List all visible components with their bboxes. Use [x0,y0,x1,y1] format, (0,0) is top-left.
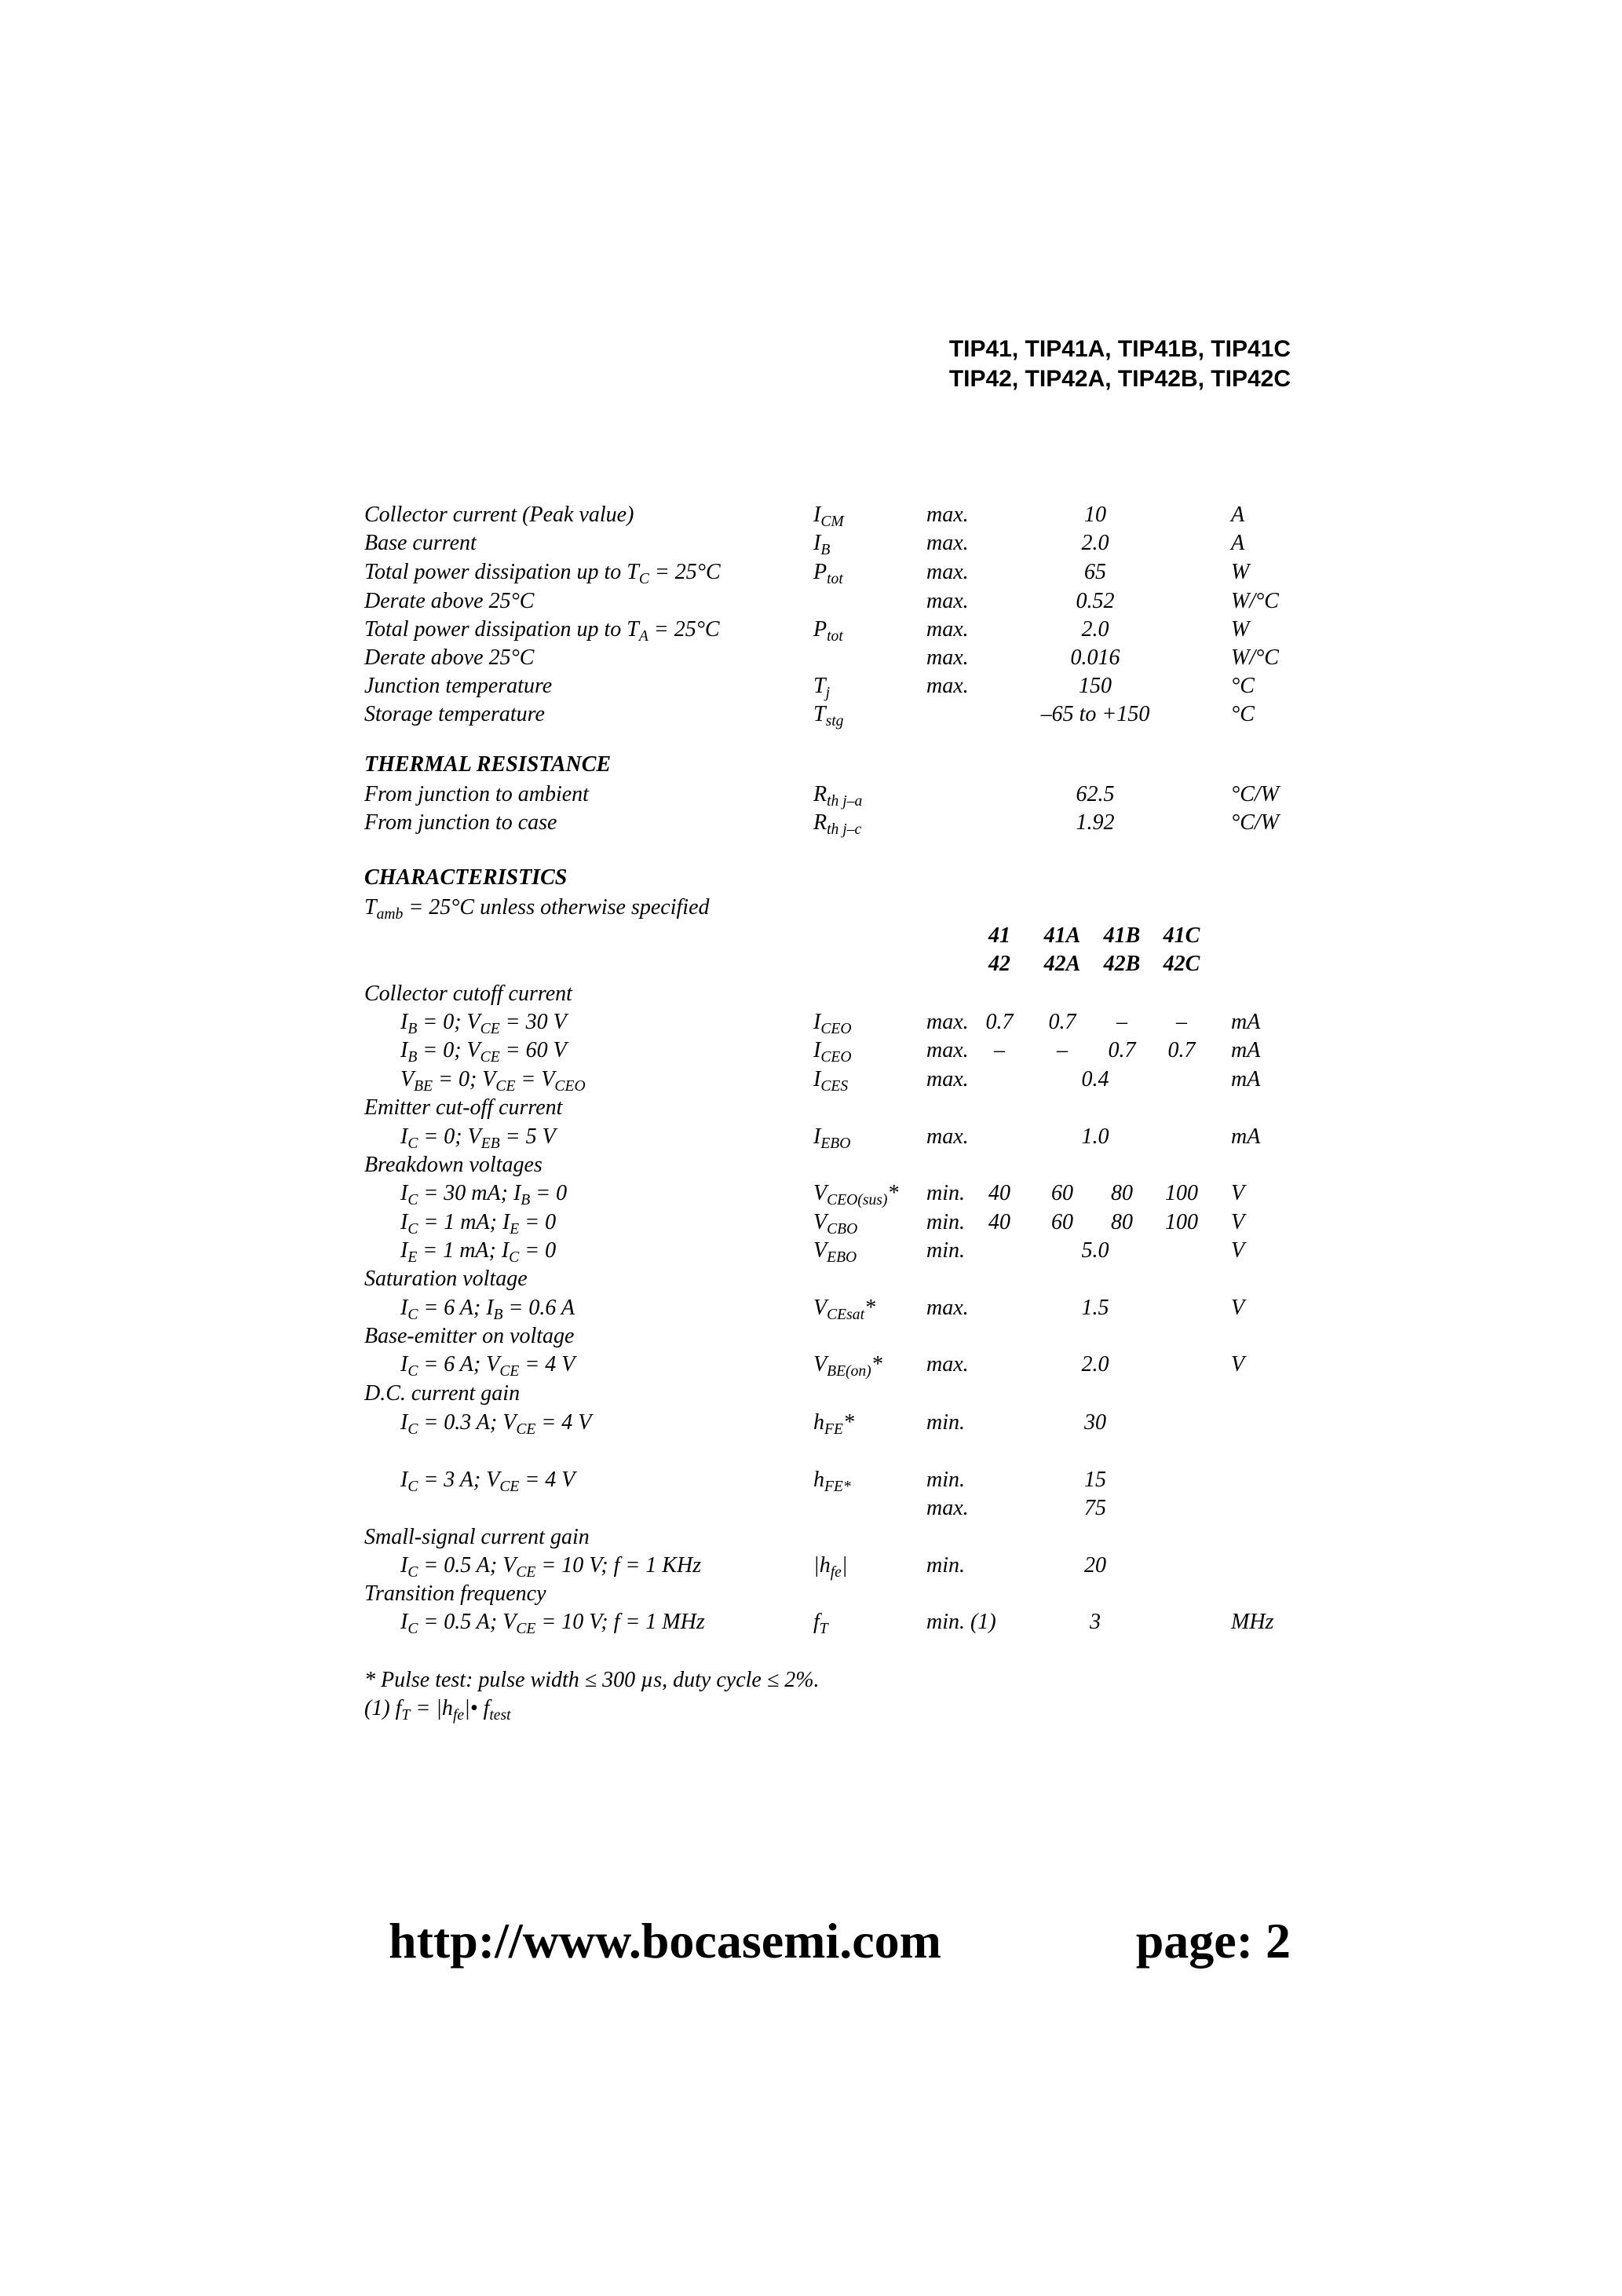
param-value: 30 [1084,1410,1106,1435]
param-cond: max. [926,1038,969,1062]
param-cond: min. [926,1468,965,1492]
pulse-test-note: * Pulse test: pulse width ≤ 300 µs, duty cycle ≤ 2%. [364,1668,820,1692]
param-symbol: $I_{CEO}$ [813,1010,852,1037]
rating-cond: max. [926,645,969,670]
rating-unit: W/°C [1231,645,1279,670]
param-cond: max. [926,1296,969,1320]
param-condition: $I_C = 0.5$ A; $V_{CE} = 10$ V; f = 1 MHz [400,1610,705,1637]
thermal-value: 62.5 [1076,782,1115,806]
param-unit: mA [1231,1124,1261,1149]
param-value: 0.4 [1081,1067,1109,1091]
param-value: – [1116,1010,1127,1034]
param-symbol: $h_{FE}*$ [813,1410,854,1438]
param-cond: min. [926,1181,965,1205]
characteristics-title: CHARACTERISTICS [364,865,568,890]
param-condition: $I_C = 0.3$ A; $V_{CE} = 4$ V [400,1410,592,1438]
param-group-label: Breakdown voltages [364,1153,542,1177]
param-value: 100 [1165,1210,1198,1234]
thermal-row [0,810,1622,842]
param-cond: max. [926,1496,969,1520]
param-condition: $V_{BE} = 0$; $V_{CE} = V_{CEO}$ [400,1067,586,1095]
param-unit: V [1231,1210,1245,1234]
rating-cond: max. [926,531,969,555]
param-value: 80 [1111,1181,1133,1205]
param-value: 3 [1090,1610,1101,1634]
param-condition: $I_C = 6$ A; $V_{CE} = 4$ V [400,1352,575,1380]
param-condition: $I_C = 0$; $V_{EB} = 5$ V [400,1124,556,1152]
param-value: 1.5 [1081,1296,1109,1320]
thermal-unit: °C/W [1231,782,1279,806]
param-row [0,1238,1622,1270]
param-symbol: $V_{CEO(sus)}*$ [813,1181,899,1208]
param-group-label: D.C. current gain [364,1381,521,1406]
param-condition: $I_C = 3$ A; $V_{CE} = 4$ V [400,1468,575,1495]
rating-symbol: $I_B$ [813,531,831,558]
param-group-label: Base-emitter on voltage [364,1324,575,1348]
param-cond: max. [926,1124,969,1149]
param-symbol: $V_{CBO}$ [813,1210,858,1238]
param-unit: mA [1231,1038,1261,1062]
rating-cond: max. [926,560,969,584]
rating-row [0,645,1622,677]
param-value: 0.7 [1167,1038,1196,1062]
column-header-row [0,952,1622,983]
param-symbol: $h_{FE*}$ [813,1468,851,1495]
col-header: 41 [988,923,1010,948]
thermal-title: THERMAL RESISTANCE [364,752,612,777]
thermal-value: 1.92 [1076,810,1115,835]
col-header: 41B [1103,923,1141,948]
param-value: 60 [1051,1210,1073,1234]
param-symbol: $I_{CEO}$ [813,1038,852,1066]
param-value: 100 [1165,1181,1198,1205]
param-condition: $I_C = 30$ mA; $I_B = 0$ [400,1181,568,1208]
col-header: 42C [1163,952,1200,976]
param-symbol: $V_{EBO}$ [813,1238,857,1266]
rating-value: –65 to +150 [1040,702,1150,726]
column-header-row [0,923,1622,955]
param-row [0,1067,1622,1099]
param-cond: max. [926,1010,969,1034]
rating-symbol: $T_j$ [813,674,831,701]
param-cond: min. (1) [926,1610,996,1634]
page-number: page: 2 [1135,1913,1291,1969]
rating-row [0,503,1622,534]
section-heading [0,865,1622,897]
param-unit: V [1231,1238,1245,1263]
rating-value: 0.016 [1070,645,1120,670]
param-cond: min. [926,1210,965,1234]
rating-cond: max. [926,617,969,642]
thermal-row [0,782,1622,813]
param-symbol: $I_{EBO}$ [813,1124,851,1152]
rating-symbol: $P_{tot}$ [813,617,843,645]
param-row [0,1496,1622,1527]
param-value: 40 [988,1210,1010,1234]
param-condition: $I_C = 1$ mA; $I_E = 0$ [400,1210,557,1238]
param-row [0,1553,1622,1585]
rating-value: 10 [1084,503,1106,527]
rating-row [0,560,1622,591]
rating-cond: max. [926,674,969,698]
col-header: 42A [1043,952,1081,976]
rating-unit: A [1231,531,1245,555]
rating-symbol: $P_{tot}$ [813,560,843,587]
rating-value: 2.0 [1081,531,1109,555]
param-group-label: Collector cutoff current [364,982,572,1006]
rating-unit: °C [1231,702,1255,726]
param-value: 80 [1111,1210,1133,1234]
rating-symbol: $T_{stg}$ [813,702,844,729]
rating-value: 65 [1084,560,1106,584]
characteristics-condition: $T_{amb} = 25^\circ C$ unless otherwise specified [364,895,710,923]
rating-cond: max. [926,503,969,527]
param-value: – [1057,1038,1068,1062]
param-row [0,1124,1622,1156]
param-symbol: $V_{CEsat}*$ [813,1296,876,1323]
col-header: 41A [1043,923,1081,948]
param-value: 40 [988,1181,1010,1205]
param-row [0,1468,1622,1499]
param-condition: $I_C = 6$ A; $I_B = 0.6$ A [400,1296,575,1323]
param-value: 20 [1084,1553,1106,1578]
rating-desc: Base current [364,531,477,555]
param-cond: min. [926,1410,965,1435]
param-value: 0.7 [985,1010,1014,1034]
param-value: 60 [1051,1181,1073,1205]
param-row [0,1352,1622,1384]
param-condition: $I_C = 0.5$ A; $V_{CE} = 10$ V; f = 1 KHz [400,1553,702,1581]
param-unit: V [1231,1296,1245,1320]
rating-desc: Derate above 25°C [364,589,535,613]
param-unit: V [1231,1352,1245,1377]
col-header: 41C [1163,923,1200,948]
website-url[interactable]: http://www.bocasemi.com [389,1913,941,1969]
rating-row [0,674,1622,705]
rating-unit: W/°C [1231,589,1279,613]
col-header: 42 [988,952,1010,976]
param-unit: mA [1231,1067,1261,1091]
thermal-desc: From junction to ambient [364,782,589,806]
rating-row [0,531,1622,562]
thermal-desc: From junction to case [364,810,557,835]
param-cond: min. [926,1238,965,1263]
param-group-label: Saturation voltage [364,1267,528,1291]
part-numbers-line2: TIP42, TIP42A, TIP42B, TIP42C [948,366,1291,392]
param-symbol: $V_{BE(on)}*$ [813,1352,882,1380]
rating-unit: °C [1231,674,1255,698]
thermal-symbol: $R_{th j-c}$ [813,810,862,838]
param-unit: V [1231,1181,1245,1205]
section-heading [0,752,1622,784]
rating-desc: Storage temperature [364,702,545,726]
ft-formula-note: (1) $f_T$ = $|h_{fe}|•$ $f_{test}$ [364,1696,511,1724]
param-value: 75 [1084,1496,1106,1520]
param-symbol: $f_T$ [813,1610,828,1637]
rating-desc: Collector current (Peak value) [364,503,634,527]
param-row [0,1296,1622,1327]
param-row [0,1181,1622,1212]
param-condition: $I_B = 0$; $V_{CE} = 30$ V [400,1010,567,1037]
param-row [0,1210,1622,1241]
rating-row [0,617,1622,649]
param-group-label: Small-signal current gain [364,1525,590,1549]
param-row [0,1010,1622,1041]
param-value: – [1176,1010,1187,1034]
param-unit: mA [1231,1010,1261,1034]
param-value: – [994,1038,1005,1062]
rating-unit: A [1231,503,1245,527]
rating-unit: W [1231,617,1250,642]
param-condition: $I_E = 1$ mA; $I_C = 0$ [400,1238,557,1266]
param-value: 1.0 [1081,1124,1109,1149]
part-numbers-line1: TIP41, TIP41A, TIP41B, TIP41C [948,336,1291,362]
param-value: 2.0 [1081,1352,1109,1377]
param-unit: MHz [1231,1610,1274,1634]
param-row [0,1610,1622,1641]
param-value: 5.0 [1081,1238,1109,1263]
rating-desc: Total power dissipation up to $T_C = 25^\circ C$ [364,560,721,587]
param-row [0,1038,1622,1069]
rating-row [0,702,1622,733]
rating-symbol: $I_{CM}$ [813,503,844,530]
rating-desc: Total power dissipation up to $T_A = 25^\circ C$ [364,617,720,645]
rating-cond: max. [926,589,969,613]
param-value: 15 [1084,1468,1106,1492]
param-condition: $I_B = 0$; $V_{CE} = 60$ V [400,1038,567,1066]
param-cond: min. [926,1553,965,1578]
rating-unit: W [1231,560,1250,584]
col-header: 42B [1103,952,1141,976]
param-value: 0.7 [1108,1038,1136,1062]
param-symbol: $|h_{fe}|$ [813,1553,848,1581]
param-symbol: $I_{CES}$ [813,1067,849,1095]
param-group-label: Emitter cut-off current [364,1095,563,1120]
param-cond: max. [926,1352,969,1377]
rating-value: 150 [1079,674,1112,698]
thermal-symbol: $R_{th j-a}$ [813,782,863,810]
rating-value: 0.52 [1076,589,1115,613]
rating-value: 2.0 [1081,617,1109,642]
rating-row [0,589,1622,620]
rating-desc: Junction temperature [364,674,553,698]
param-cond: max. [926,1067,969,1091]
thermal-unit: °C/W [1231,810,1279,835]
param-row [0,1410,1622,1442]
param-value: 0.7 [1048,1010,1076,1034]
param-group-label: Transition frequency [364,1581,546,1606]
rating-desc: Derate above 25°C [364,645,535,670]
